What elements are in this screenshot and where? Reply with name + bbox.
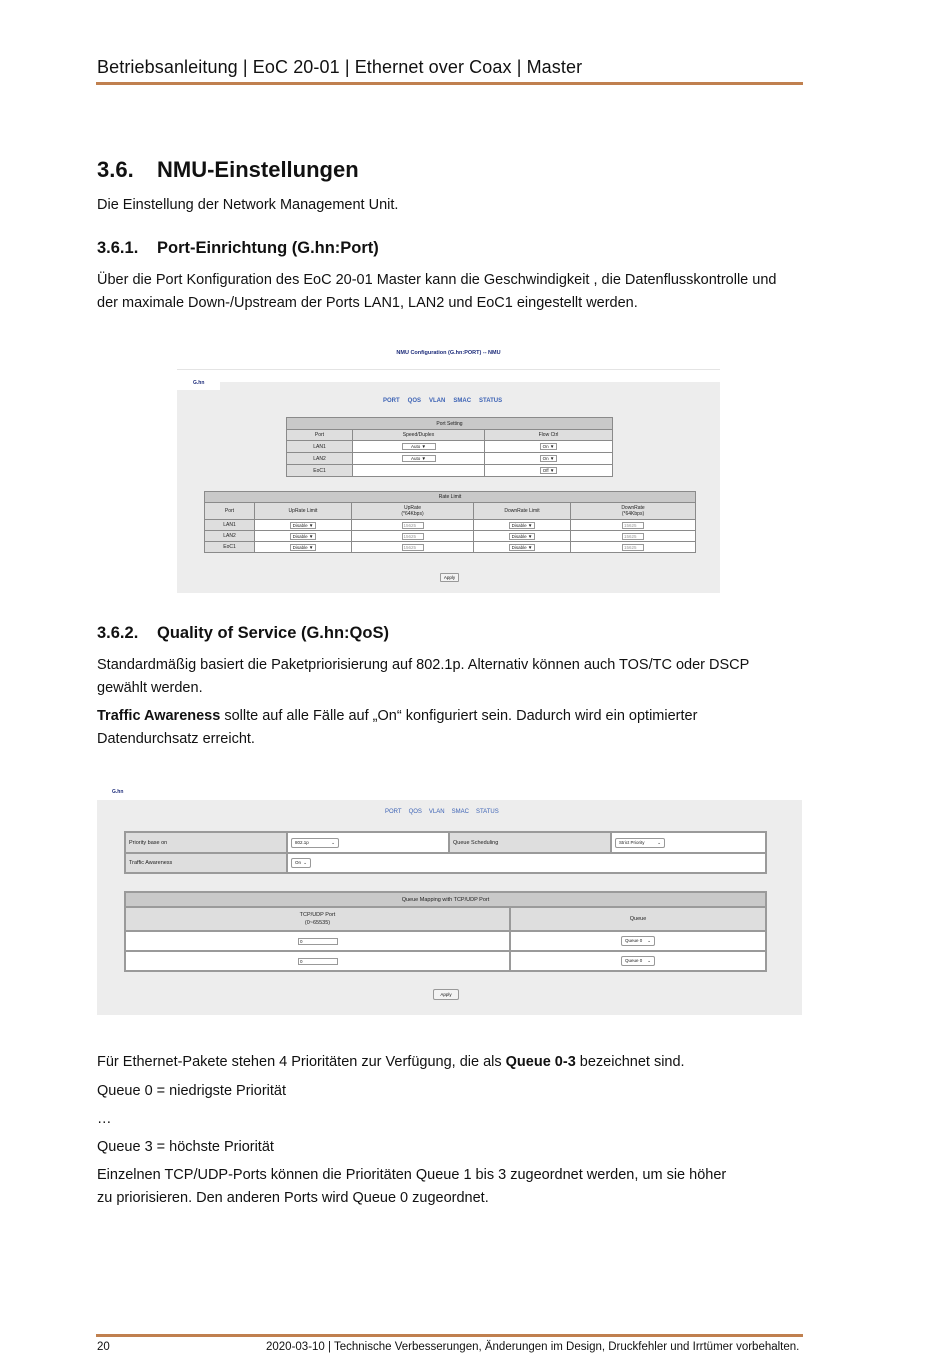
subsection-qos-number: 3.6.2. xyxy=(97,624,139,642)
rl-port-eoc1: EoC1 xyxy=(205,542,255,553)
flow-select-eoc1[interactable]: Off ▼ xyxy=(540,467,558,474)
downrate-input-lan1[interactable]: 15625 xyxy=(622,522,644,529)
downrate-input-lan2[interactable]: 15625 xyxy=(622,533,644,540)
queue-mapping-caption: Queue Mapping with TCP/UDP Port xyxy=(125,892,766,907)
queue-intro-post: bezeichnet sind. xyxy=(575,1054,685,1070)
uplimit-select-lan2[interactable]: Disable ▼ xyxy=(290,533,317,540)
queue-0-line: Queue 0 = niedrigste Priorität xyxy=(97,1083,287,1099)
qos-text-1: Standardmäßig basiert die Paketpriorisierung auf 802.1p. Alternativ können auch TOS/TC oder DSCP gewählt werden. xyxy=(97,657,750,696)
col-uprate: UpRate (*64Kbps) xyxy=(352,503,474,520)
traffic-awareness-value: On xyxy=(295,860,302,865)
queue-mapping-table xyxy=(124,891,767,972)
tcp-port-input-2[interactable]: 0 xyxy=(298,958,338,965)
rate-limit-table xyxy=(204,491,696,553)
port-eoc1: EoC1 xyxy=(287,465,353,477)
qos-nav-smac[interactable]: SMAC xyxy=(451,809,469,815)
qos-text-2-rest: sollte auf alle Fälle auf „On“ konfiguriert sein. Dadurch wird ein optimierter Datendurchsatz erreicht. xyxy=(97,708,698,747)
page-number: 20 xyxy=(97,1341,110,1353)
subsection-port-heading xyxy=(97,239,379,258)
priority-select[interactable] xyxy=(291,838,339,848)
col-downrate: DownRate (*64Kbps) xyxy=(571,503,696,520)
subsection-port-text: Über die Port Konfiguration des EoC 20-01 Master kann die Geschwindigkeit , die Datenflusskontrolle und der maximale Down-/Upstream der Ports LAN1, LAN2 und EoC1 eingestellt werden. xyxy=(97,272,777,311)
section-title: NMU-Einstellungen xyxy=(157,157,359,182)
priority-select-value: 802.1p xyxy=(295,839,309,845)
subsection-port-number: 3.6.1. xyxy=(97,239,139,257)
uprate-input-eoc1[interactable]: 15625 xyxy=(402,544,424,551)
flow-select-lan1[interactable]: On ▼ xyxy=(540,443,558,450)
qos-nav-qos[interactable]: QOS xyxy=(408,809,422,815)
speed-select-lan2[interactable]: Auto ▼ xyxy=(402,455,436,462)
col-uprate-limit: UpRate Limit xyxy=(255,503,352,520)
port-lan2: LAN2 xyxy=(287,453,353,465)
rate-limit-caption: Rate Limit xyxy=(205,492,696,503)
port-setting-table xyxy=(286,417,613,477)
col-port: Port xyxy=(287,430,353,441)
queue-select-1-value: Queue 0 xyxy=(625,938,643,943)
traffic-awareness-term: Traffic Awareness xyxy=(97,708,221,724)
rl-port-lan2: LAN2 xyxy=(205,531,255,542)
chevron-down-icon: ⌄ xyxy=(303,860,307,865)
queue-select-1[interactable] xyxy=(621,936,655,946)
port-lan1: LAN1 xyxy=(287,441,353,453)
traffic-awareness-select[interactable] xyxy=(291,858,311,868)
nmu-nav xyxy=(383,398,502,404)
apply-button[interactable]: Apply xyxy=(440,573,459,582)
qos-apply-button[interactable]: Apply xyxy=(433,989,459,1000)
section-intro: Die Einstellung der Network Management Unit. xyxy=(97,197,399,213)
qos-config-screenshot xyxy=(97,784,802,1015)
section-heading xyxy=(97,157,359,183)
downlimit-select-eoc1[interactable]: Disable ▼ xyxy=(509,544,536,551)
queue-scheduling-select[interactable] xyxy=(615,838,665,848)
nav-qos[interactable]: QOS xyxy=(407,398,422,404)
col-tcp-udp-port: TCP/UDP Port (0~65535) xyxy=(125,907,510,931)
col-queue: Queue xyxy=(510,907,766,931)
qos-nav-status[interactable]: STATUS xyxy=(475,809,499,815)
tcp-port-input-1[interactable]: 0 xyxy=(298,938,338,945)
rl-port-lan1: LAN1 xyxy=(205,520,255,531)
subsection-qos-title: Quality of Service (G.hn:QoS) xyxy=(157,624,389,642)
col-downrate-limit: DownRate Limit xyxy=(474,503,571,520)
chevron-down-icon: ⌄ xyxy=(647,958,651,963)
uplimit-select-eoc1[interactable]: Disable ▼ xyxy=(290,544,317,551)
port-priority-text: Einzelnen TCP/UDP-Ports können die Prioritäten Queue 1 bis 3 zugeordnet werden, um sie höher zu priorisieren. Den anderen Ports wird Queue 0 zugeordnet. xyxy=(97,1167,727,1206)
priority-label: Priority base on xyxy=(125,832,287,853)
tab-ghn[interactable]: G.hn xyxy=(177,376,220,390)
document-header: Betriebsanleitung | EoC 20-01 | Ethernet over Coax | Master xyxy=(97,57,583,77)
chevron-down-icon: ⌄ xyxy=(647,938,651,943)
ellipsis-line: … xyxy=(97,1111,112,1127)
qos-settings-table xyxy=(124,831,767,874)
qos-nav-vlan[interactable]: VLAN xyxy=(428,809,445,815)
uprate-input-lan1[interactable]: 15625 xyxy=(402,522,424,529)
title-divider xyxy=(177,369,720,370)
section-number: 3.6. xyxy=(97,157,134,182)
subsection-qos-heading xyxy=(97,624,389,643)
queue-3-line: Queue 3 = höchste Priorität xyxy=(97,1139,274,1155)
downrate-input-eoc1[interactable]: 15625 xyxy=(622,544,644,551)
traffic-awareness-label: Traffic Awareness xyxy=(125,853,287,873)
queue-select-2[interactable] xyxy=(621,956,655,966)
nav-port[interactable]: PORT xyxy=(383,398,400,404)
col-rl-port: Port xyxy=(205,503,255,520)
port-config-screenshot xyxy=(177,344,720,593)
chevron-down-icon: ⌄ xyxy=(657,839,661,845)
tab-ghn-qos[interactable]: G.hn xyxy=(97,784,146,800)
qos-text-2 xyxy=(97,705,797,751)
speed-select-lan1[interactable]: Auto ▼ xyxy=(402,443,436,450)
subsection-port-title: Port-Einrichtung (G.hn:Port) xyxy=(157,239,379,257)
uprate-input-lan2[interactable]: 15625 xyxy=(402,533,424,540)
queue-intro xyxy=(97,1051,797,1074)
footer-note: 2020-03-10 | Technische Verbesserungen, Änderungen im Design, Druckfehler und Irrtümer vorbehalten. xyxy=(266,1341,800,1353)
speed-empty-eoc1 xyxy=(353,465,485,477)
queue-scheduling-value: Strict Priority xyxy=(619,839,645,845)
queue-scheduling-label: Queue Scheduling xyxy=(449,832,611,853)
nav-smac[interactable]: SMAC xyxy=(453,398,472,404)
config-panel xyxy=(177,382,720,593)
nav-status[interactable]: STATUS xyxy=(479,398,503,404)
queue-range-term: Queue 0-3 xyxy=(505,1054,576,1070)
port-setting-caption: Port Setting xyxy=(287,418,613,430)
queue-intro-pre: Für Ethernet-Pakete stehen 4 Prioritäten zur Verfügung, die als xyxy=(97,1054,506,1070)
queue-select-2-value: Queue 0 xyxy=(625,958,643,963)
chevron-down-icon: ⌄ xyxy=(331,839,335,845)
qos-nav xyxy=(385,809,499,815)
footer-rule xyxy=(96,1334,803,1337)
downlimit-select-lan2[interactable]: Disable ▼ xyxy=(509,533,536,540)
flow-select-lan2[interactable]: On ▼ xyxy=(540,455,558,462)
nmu-config-title: NMU Configuration (G.hn:PORT) -- NMU xyxy=(396,350,501,356)
col-flow-ctrl: Flow Ctrl xyxy=(485,430,613,441)
nav-vlan[interactable]: VLAN xyxy=(429,398,446,404)
col-speed-duplex: Speed/Duplex xyxy=(353,430,485,441)
uplimit-select-lan1[interactable]: Disable ▼ xyxy=(290,522,317,529)
qos-nav-port[interactable]: PORT xyxy=(385,809,402,815)
downlimit-select-lan1[interactable]: Disable ▼ xyxy=(509,522,536,529)
header-rule xyxy=(96,82,803,85)
